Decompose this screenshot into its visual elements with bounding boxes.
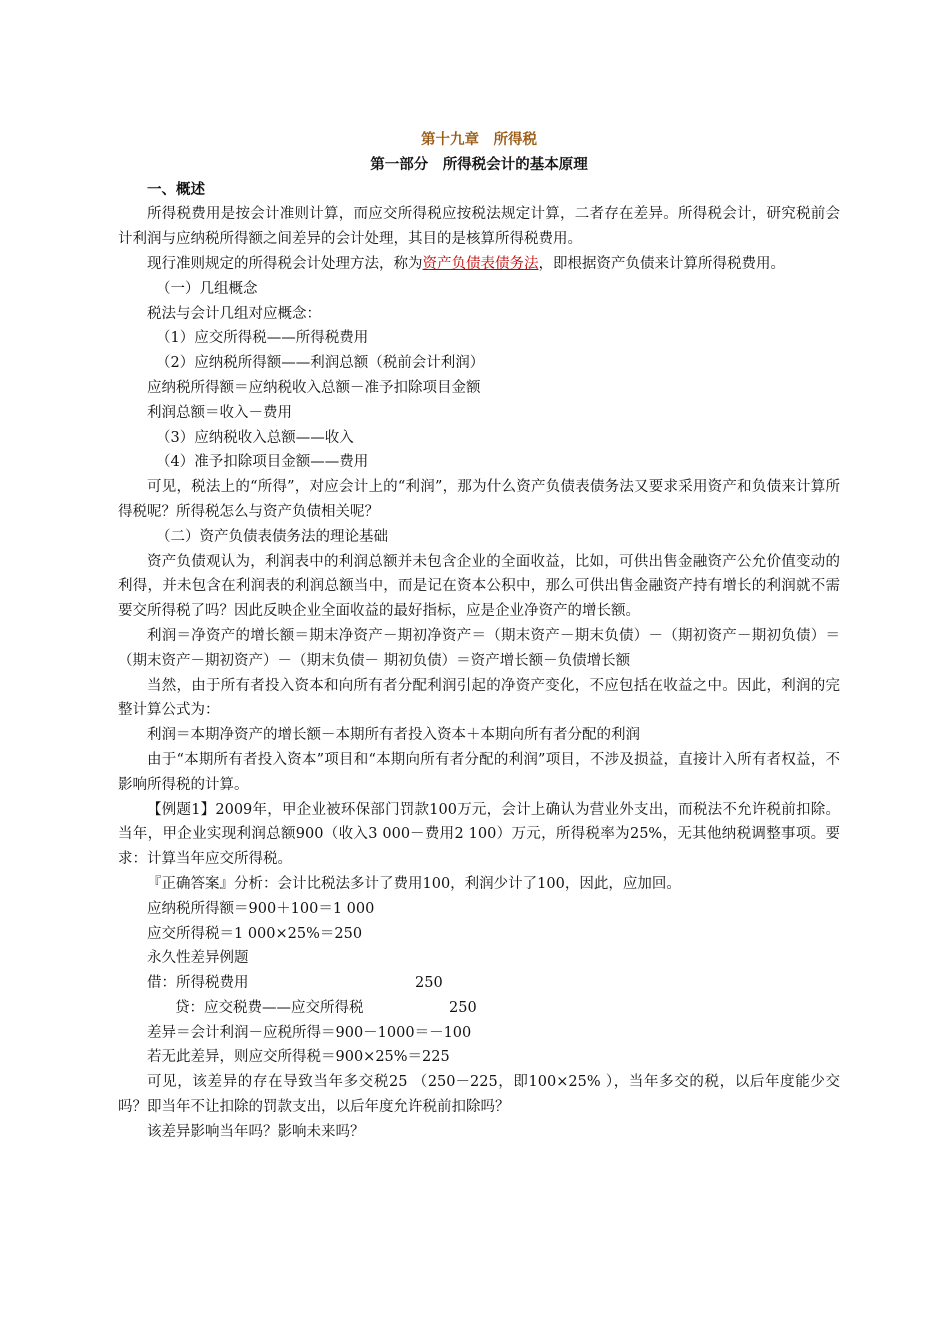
intro-text-after-link: ，即根据资产负债来计算所得税费用。: [538, 255, 785, 272]
document-page: [118, 128, 840, 1145]
concept-item-4: （4）准予扣除项目金额——费用: [156, 454, 369, 471]
section-heading-overview: 一、概述: [147, 181, 205, 198]
credit-account: 贷：应交税费——应交所得税: [175, 999, 364, 1016]
debit-account: 借：所得税费用: [147, 975, 249, 992]
theory-paragraph-5: 由于“本期所有者投入资本”项目和“本期向所有者分配的利润”项目，不涉及损益，直接计入所有者权益，不影响所得税的计算。: [118, 751, 840, 793]
example-paragraph: 【例题1】2009年，甲企业被环保部门罚款100万元，会计上确认为营业外支出，而税法不允许税前扣除。当年，甲企业实现利润总额900（收入3 000－费用2 100）万元，所得税率为25%，无其他纳税调整事项。要求：计算当年应交所得税。: [118, 801, 840, 868]
subheading-theory: （二）资产负债表债务法的理论基础: [156, 528, 388, 545]
credit-amount: 250: [449, 999, 477, 1016]
formula-total-profit: 利润总额＝收入－费用: [147, 404, 292, 421]
last-question: 该差异影响当年吗？影响未来吗？: [147, 1123, 365, 1140]
debit-amount: 250: [415, 975, 443, 992]
concepts-intro: 税法与会计几组对应概念：: [147, 305, 321, 322]
theory-paragraph-3: 当然，由于所有者投入资本和向所有者分配利润引起的净资产变化，不应包括在收益之中。因此，利润的完整计算公式为：: [118, 677, 840, 719]
calc-line-5: 若无此差异，则应交所得税＝900×25%＝225: [147, 1049, 450, 1066]
answer-paragraph: 『正确答案』分析：会计比税法多计了费用100，利润少计了100，因此，应加回。: [147, 875, 681, 892]
concept-item-3: （3）应纳税收入总额——收入: [156, 429, 354, 446]
question-paragraph: 可见，税法上的“所得”，对应会计上的“利润”，那为什么资产负债表债务法又要求采用资产和负债来计算所得税呢？所得税怎么与资产负债相关呢？: [118, 479, 840, 520]
part-title: 第一部分 所得税会计的基本原理: [370, 156, 588, 173]
theory-paragraph-4: 利润＝本期净资产的增长额－本期所有者投入资本＋本期向所有者分配的利润: [147, 727, 640, 744]
theory-paragraph-1: 资产负债观认为，利润表中的利润总额并未包含企业的全面收益，比如，可供出售金融资产公允价值变动的利得，并未包含在利润表的利润总额当中，而是记在资本公积中，那么可供出售金融资产持有增长的利润就不需要交所得税了吗？因此反映企业全面收益的最好指标，应是企业净资产的增长额。: [118, 553, 840, 620]
intro-paragraph-2: [118, 252, 840, 277]
subheading-concepts: （一）几组概念: [156, 280, 258, 297]
conclusion-paragraph: 可见，该差异的存在导致当年多交税25 （250－225，即100×25% ），当年多交的税，以后年度能少交吗？即当年不让扣除的罚款支出，以后年度允许税前扣除吗？: [118, 1074, 840, 1116]
theory-paragraph-2: 利润＝净资产的增长额＝期末净资产－期初净资产＝（期末资产－期末负债）－（期初资产－期初负债）＝（期末资产－期初资产）－（期末负债－ 期初负债）＝资产增长额－负债增长额: [118, 627, 840, 669]
intro-text-before-link: 现行准则规定的所得税会计处理方法，称为: [147, 255, 423, 272]
concept-item-2: （2）应纳税所得额——利润总额（税前会计利润）: [156, 355, 485, 372]
calc-line-3: 永久性差异例题: [147, 950, 249, 967]
journal-entry-credit: [118, 996, 840, 1021]
journal-entry-debit: [118, 971, 840, 996]
chapter-title: 第十九章 所得税: [421, 132, 537, 148]
calc-line-4: 差异＝会计利润－应税所得＝900－1000＝－100: [147, 1024, 472, 1041]
balance-sheet-debt-method-link[interactable]: 资产负债表债务法: [422, 255, 539, 272]
concept-item-1: （1）应交所得税——所得税费用: [156, 330, 369, 347]
formula-taxable-income: 应纳税所得额＝应纳税收入总额－准予扣除项目金额: [147, 379, 481, 396]
calc-line-2: 应交所得税＝1 000×25%＝250: [147, 925, 363, 942]
calc-line-1: 应纳税所得额＝900＋100＝1 000: [147, 900, 375, 917]
intro-paragraph-1: 所得税费用是按会计准则计算，而应交所得税应按税法规定计算，二者存在差异。所得税会计，研究税前会计利润与应纳税所得额之间差异的会计处理，其目的是核算所得税费用。: [118, 206, 840, 248]
